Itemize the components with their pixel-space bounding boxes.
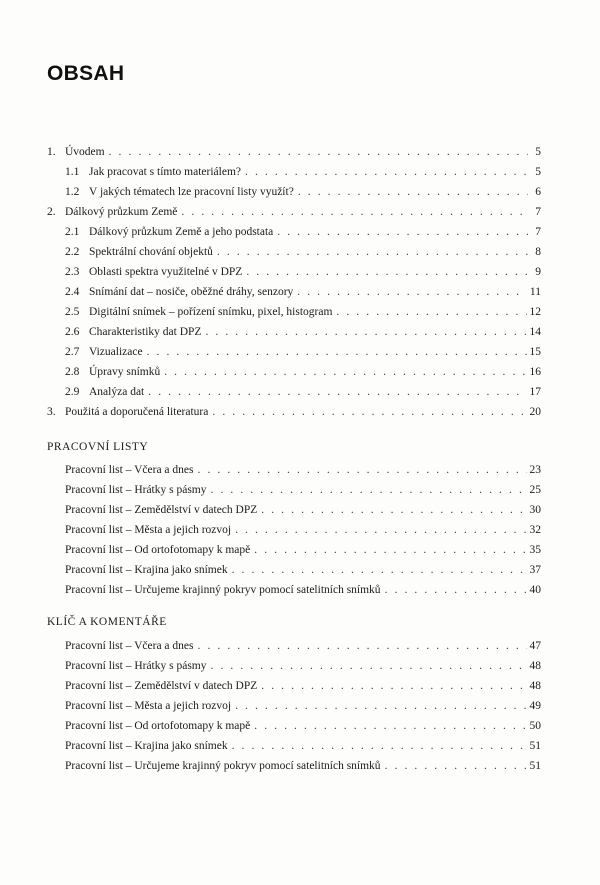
worksheet-entry[interactable] — [65, 582, 541, 598]
toc-title: Pracovní list – Od ortofotomapy k mapě — [65, 544, 251, 556]
dot-leader — [235, 698, 526, 714]
worksheet-entry[interactable] — [65, 562, 541, 578]
toc-page-number: 37 — [529, 564, 541, 576]
toc-page-number: 9 — [535, 266, 541, 278]
toc-entry-2-8[interactable] — [65, 364, 541, 380]
toc-page-number: 16 — [529, 366, 541, 378]
toc-page-number: 50 — [529, 720, 541, 732]
toc-title: Pracovní list – Včera a dnes — [65, 464, 194, 476]
dot-leader — [336, 304, 526, 320]
dot-leader — [217, 244, 528, 260]
dot-leader — [211, 658, 527, 674]
worksheets-heading: PRACOVNÍ LISTY — [47, 441, 149, 453]
toc-number: 2.3 — [65, 266, 80, 278]
toc-page-number: 47 — [529, 640, 541, 652]
worksheet-entry[interactable] — [65, 482, 541, 498]
dot-leader — [232, 738, 527, 754]
answer-entry[interactable] — [65, 738, 541, 754]
toc-entry-2-9[interactable] — [65, 384, 541, 400]
dot-leader — [385, 758, 527, 774]
toc-page-number: 17 — [529, 386, 541, 398]
toc-title: Analýza dat — [89, 386, 145, 398]
toc-page-number: 32 — [529, 524, 541, 536]
toc-page-number: 11 — [529, 286, 541, 298]
toc-page-number: 40 — [529, 584, 541, 596]
toc-number: 1.2 — [65, 186, 80, 198]
toc-entry-2-4[interactable] — [65, 284, 541, 300]
toc-title: Pracovní list – Města a jejich rozvoj — [65, 700, 232, 712]
toc-entry-2-2[interactable] — [65, 244, 541, 260]
dot-leader — [181, 204, 528, 220]
toc-title: Charakteristiky dat DPZ — [89, 326, 202, 338]
toc-page-number: 35 — [529, 544, 541, 556]
toc-title: Pracovní list – Hrátky s pásmy — [65, 484, 207, 496]
toc-page-number: 15 — [529, 346, 541, 358]
toc-page-number: 48 — [529, 680, 541, 692]
toc-title: Pracovní list – Hrátky s pásmy — [65, 660, 207, 672]
answer-entry[interactable] — [65, 678, 541, 694]
toc-title: Pracovní list – Zemědělství v datech DPZ — [65, 680, 258, 692]
toc-page-number: 8 — [535, 246, 541, 258]
toc-title: Úpravy snímků — [89, 366, 161, 378]
toc-number: 2.2 — [65, 246, 80, 258]
toc-page-number: 51 — [529, 740, 541, 752]
toc-entry-2-7[interactable] — [65, 344, 541, 360]
toc-page-number: 5 — [535, 166, 541, 178]
toc-title: Pracovní list – Krajina jako snímek — [65, 564, 228, 576]
toc-number: 2.5 — [65, 306, 80, 318]
toc-page-number: 6 — [535, 186, 541, 198]
toc-number: 3. — [47, 406, 56, 418]
dot-leader — [232, 562, 527, 578]
dot-leader — [277, 224, 528, 240]
toc-title: Pracovní list – Určujeme krajinný pokryv pomocí satelitních snímků — [65, 760, 381, 772]
toc-entry-2-1[interactable] — [65, 224, 541, 240]
toc-number: 2.1 — [65, 226, 80, 238]
answers-heading: KLÍČ A KOMENTÁŘE — [47, 616, 167, 628]
dot-leader — [245, 164, 528, 180]
toc-entry-1-1[interactable] — [65, 164, 541, 180]
worksheet-entry[interactable] — [65, 542, 541, 558]
dot-leader — [147, 344, 527, 360]
dot-leader — [254, 718, 526, 734]
toc-title: Oblasti spektra využitelné v DPZ — [89, 266, 243, 278]
toc-page-number: 20 — [529, 406, 541, 418]
toc-page-number: 23 — [529, 464, 541, 476]
dot-leader — [235, 522, 526, 538]
toc-title: Úvodem — [65, 146, 105, 158]
toc-number: 2.4 — [65, 286, 80, 298]
toc-title: V jakých tématech lze pracovní listy využít? — [89, 186, 294, 198]
toc-entry-2[interactable] — [47, 204, 541, 220]
dot-leader — [109, 144, 528, 160]
toc-page-number: 51 — [529, 760, 541, 772]
dot-leader — [297, 284, 527, 300]
toc-number: 1. — [47, 146, 56, 158]
dot-leader — [211, 482, 527, 498]
worksheet-entry[interactable] — [65, 522, 541, 538]
dot-leader — [246, 264, 528, 280]
answer-entry[interactable] — [65, 718, 541, 734]
dot-leader — [198, 462, 527, 478]
toc-page-number: 7 — [535, 226, 541, 238]
toc-page-number: 48 — [529, 660, 541, 672]
toc-number: 2.7 — [65, 346, 80, 358]
toc-title: Pracovní list – Krajina jako snímek — [65, 740, 228, 752]
toc-title: Vizualizace — [89, 346, 143, 358]
answer-entry[interactable] — [65, 658, 541, 674]
dot-leader — [198, 638, 527, 654]
toc-title: Pracovní list – Určujeme krajinný pokryv pomocí satelitních snímků — [65, 584, 381, 596]
toc-title: Použitá a doporučená literatura — [65, 406, 209, 418]
answer-entry[interactable] — [65, 698, 541, 714]
toc-title: Dálkový průzkum Země a jeho podstata — [89, 226, 274, 238]
toc-number: 2. — [47, 206, 56, 218]
toc-entry-3[interactable] — [47, 404, 541, 420]
worksheet-entry[interactable] — [65, 502, 541, 518]
toc-number: 2.9 — [65, 386, 80, 398]
dot-leader — [261, 678, 526, 694]
toc-title: Spektrální chování objektů — [89, 246, 213, 258]
toc-page-number: 14 — [529, 326, 541, 338]
toc-number: 1.1 — [65, 166, 80, 178]
toc-page-number: 5 — [535, 146, 541, 158]
toc-entry-2-3[interactable] — [65, 264, 541, 280]
toc-page-number: 7 — [535, 206, 541, 218]
dot-leader — [298, 184, 528, 200]
dot-leader — [385, 582, 527, 598]
answer-entry[interactable] — [65, 758, 541, 774]
page-title: OBSAH — [47, 62, 125, 85]
toc-page-number: 49 — [529, 700, 541, 712]
toc-page-number: 25 — [529, 484, 541, 496]
toc-number: 2.6 — [65, 326, 80, 338]
toc-entry-1[interactable] — [47, 144, 541, 160]
toc-entry-2-6[interactable] — [65, 324, 541, 340]
worksheet-entry[interactable] — [65, 462, 541, 478]
dot-leader — [212, 404, 526, 420]
toc-title: Pracovní list – Od ortofotomapy k mapě — [65, 720, 251, 732]
toc-title: Jak pracovat s tímto materiálem? — [89, 166, 241, 178]
toc-title: Digitální snímek – pořízení snímku, pixel, histogram — [89, 306, 333, 318]
answer-entry[interactable] — [65, 638, 541, 654]
toc-entry-1-2[interactable] — [65, 184, 541, 200]
dot-leader — [254, 542, 526, 558]
toc-title: Snímání dat – nosiče, oběžné dráhy, senzory — [89, 286, 294, 298]
toc-title: Pracovní list – Města a jejich rozvoj — [65, 524, 232, 536]
toc-title: Pracovní list – Zemědělství v datech DPZ — [65, 504, 258, 516]
dot-leader — [261, 502, 526, 518]
toc-number: 2.8 — [65, 366, 80, 378]
dot-leader — [148, 384, 526, 400]
toc-page-number: 30 — [529, 504, 541, 516]
dot-leader — [205, 324, 526, 340]
toc-title: Dálkový průzkum Země — [65, 206, 178, 218]
dot-leader — [164, 364, 526, 380]
toc-title: Pracovní list – Včera a dnes — [65, 640, 194, 652]
toc-page-number: 12 — [529, 306, 541, 318]
toc-entry-2-5[interactable] — [65, 304, 541, 320]
